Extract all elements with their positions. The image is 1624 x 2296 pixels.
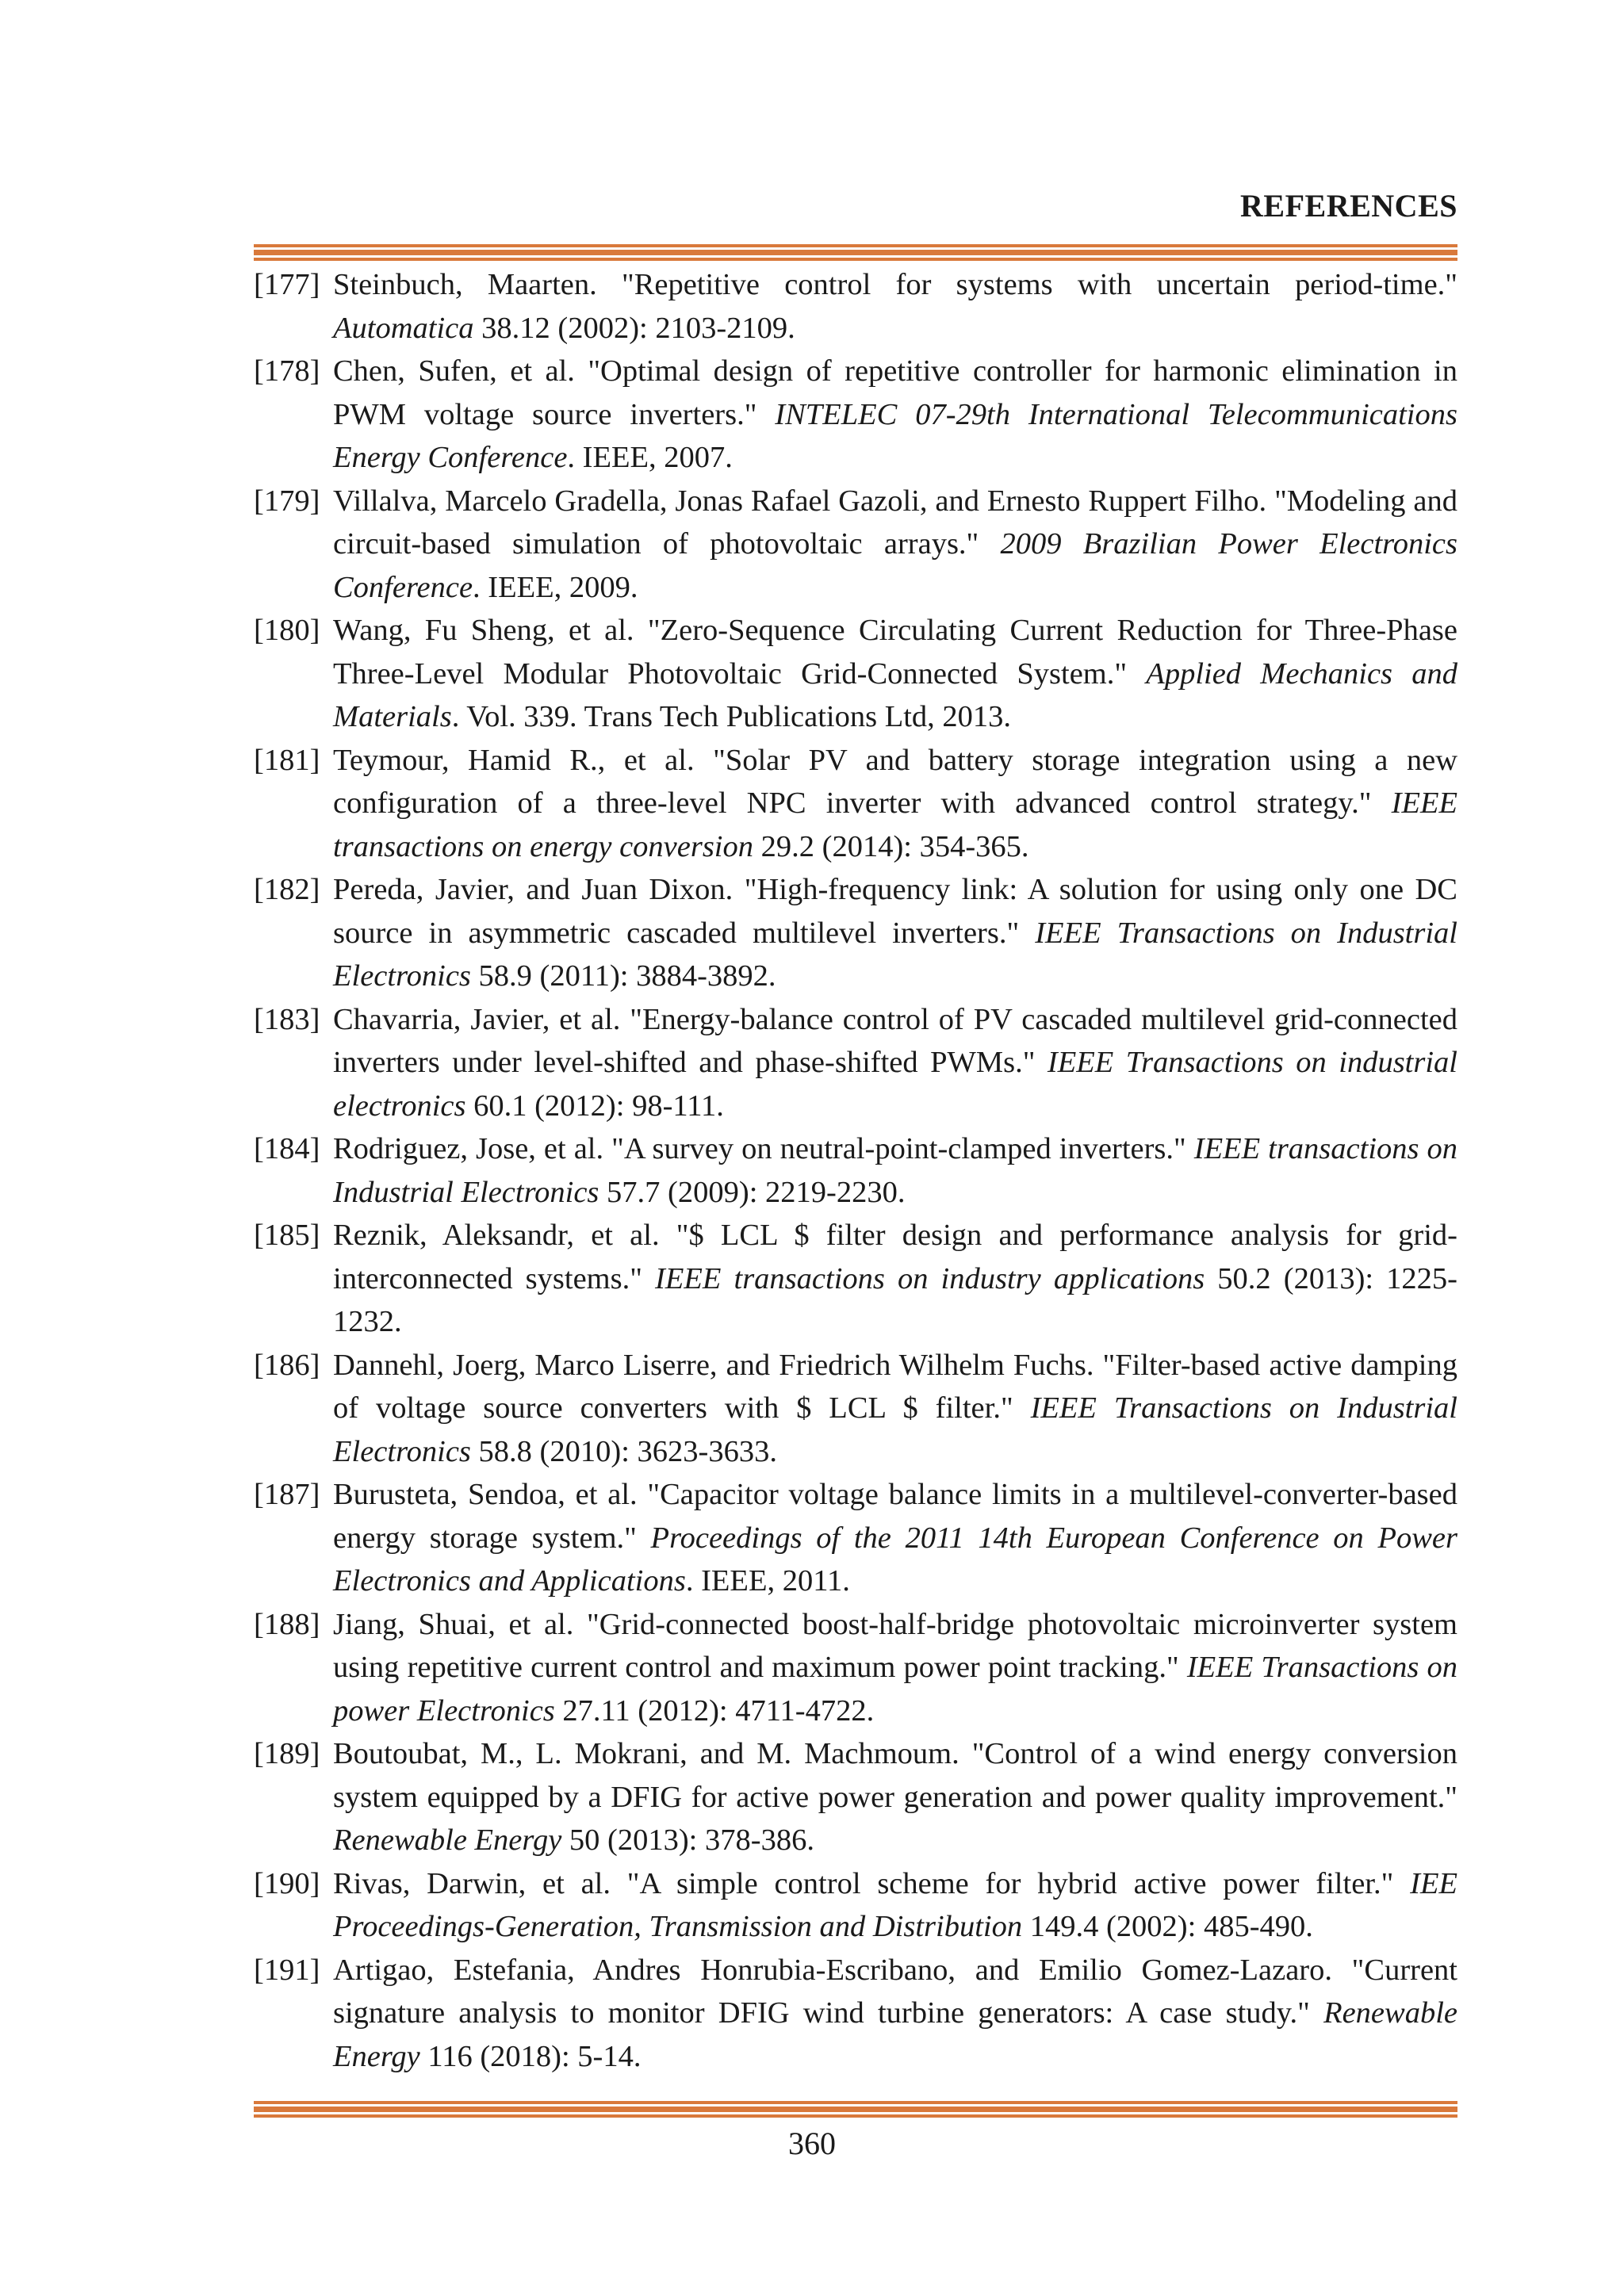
reference-number: [182] bbox=[254, 873, 320, 906]
reference-text bbox=[333, 998, 1457, 1128]
reference-entry-178 bbox=[254, 350, 1457, 480]
reference-number: [191] bbox=[254, 1953, 320, 1987]
reference-venue: Renewable Energy bbox=[333, 1823, 562, 1857]
reference-details: 57.7 (2009): 2219-2230. bbox=[599, 1175, 906, 1209]
reference-number: [186] bbox=[254, 1348, 320, 1382]
reference-details: 149.4 (2002): 485-490. bbox=[1022, 1910, 1313, 1943]
reference-venue: Automatica bbox=[333, 311, 474, 345]
reference-venue: IEEE Transactions on industrial electronics bbox=[333, 1046, 1458, 1123]
reference-authors-title: Steinbuch, Maarten. "Repetitive control for systems with uncertain period-time." bbox=[333, 268, 1457, 301]
reference-entry-190 bbox=[254, 1862, 1457, 1949]
reference-text bbox=[333, 868, 1457, 998]
reference-venue: Applied Mechanics and Materials bbox=[333, 656, 1458, 733]
reference-number: [188] bbox=[254, 1607, 320, 1641]
reference-details: 116 (2018): 5-14. bbox=[419, 2039, 642, 2073]
reference-text bbox=[333, 1949, 1457, 2079]
reference-venue: Proceedings of the 2011 14th European Conference on Power Electronics and Applications bbox=[333, 1521, 1458, 1598]
reference-text bbox=[333, 1732, 1457, 1862]
reference-entry-185 bbox=[254, 1214, 1457, 1344]
reference-entry-187 bbox=[254, 1473, 1457, 1603]
reference-venue: IEEE transactions on energy conversion bbox=[333, 786, 1457, 863]
reference-text bbox=[333, 1473, 1457, 1603]
reference-number: [180] bbox=[254, 614, 320, 647]
reference-entry-191 bbox=[254, 1949, 1457, 2079]
reference-details: 58.9 (2011): 3884-3892. bbox=[470, 959, 776, 993]
reference-number: [184] bbox=[254, 1132, 320, 1165]
reference-details: 38.12 (2002): 2103-2109. bbox=[473, 311, 795, 345]
reference-authors-title: Boutoubat, M., L. Mokrani, and M. Machmoum. "Control of a wind energy conversion system equipped by a DFIG for active power generation and power quality improvement." bbox=[333, 1737, 1457, 1814]
reference-venue: IEE Proceedings-Generation, Transmission and Distribution bbox=[333, 1866, 1457, 1943]
reference-venue: INTELEC 07-29th International Telecommunications Energy Conference bbox=[333, 397, 1457, 474]
reference-number: [177] bbox=[254, 268, 320, 301]
reference-venue: IEEE Transactions on Industrial Electronics bbox=[333, 916, 1457, 993]
reference-entry-188 bbox=[254, 1603, 1457, 1733]
reference-venue: IEEE transactions on Industrial Electronics bbox=[333, 1132, 1457, 1209]
reference-number: [179] bbox=[254, 484, 320, 518]
reference-details: . Vol. 339. Trans Tech Publications Ltd, 2013. bbox=[451, 700, 1012, 733]
reference-details: 60.1 (2012): 98-111. bbox=[465, 1089, 724, 1123]
reference-number: [187] bbox=[254, 1478, 320, 1511]
reference-number: [178] bbox=[254, 354, 320, 388]
reference-details: 29.2 (2014): 354-365. bbox=[753, 829, 1029, 863]
page-number: 360 bbox=[788, 2126, 836, 2161]
reference-entry-183 bbox=[254, 998, 1457, 1128]
reference-number: [183] bbox=[254, 1002, 320, 1036]
header-rule bbox=[254, 244, 1457, 263]
reference-text bbox=[333, 739, 1457, 869]
reference-entry-177 bbox=[254, 263, 1457, 350]
reference-details: . IEEE, 2009. bbox=[473, 570, 638, 604]
reference-authors-title: Villalva, Marcelo Gradella, Jonas Rafael Gazoli, and Ernesto Ruppert Filho. "Modeling and circuit-based simulation of photovoltaic arrays." bbox=[333, 484, 1457, 561]
reference-number: [189] bbox=[254, 1737, 320, 1770]
reference-text bbox=[333, 350, 1457, 480]
reference-list bbox=[254, 263, 1457, 2078]
reference-entry-179 bbox=[254, 480, 1457, 610]
reference-details: 27.11 (2012): 4711-4722. bbox=[554, 1693, 875, 1728]
reference-venue: IEEE transactions on industry applications bbox=[655, 1261, 1205, 1295]
reference-authors-title: Pereda, Javier, and Juan Dixon. "High-frequency link: A solution for using only one DC source in asymmetric cascaded multilevel inverters." bbox=[333, 873, 1457, 950]
reference-text bbox=[333, 1862, 1457, 1949]
reference-details: 50.2 (2013): 1225-1232. bbox=[333, 1261, 1457, 1338]
reference-text bbox=[333, 1127, 1457, 1214]
reference-venue: IEEE Transactions on power Electronics bbox=[333, 1651, 1457, 1728]
reference-authors-title: Rodriguez, Jose, et al. "A survey on neutral-point-clamped inverters." bbox=[333, 1132, 1194, 1165]
reference-text bbox=[333, 1344, 1457, 1474]
reference-authors-title: Reznik, Aleksandr, et al. "$ LCL $ filter design and performance analysis for grid-interconnected systems." bbox=[333, 1219, 1457, 1295]
reference-authors-title: Teymour, Hamid R., et al. "Solar PV and battery storage integration using a new configuration of a three-level NPC inverter with advanced control strategy." bbox=[333, 743, 1457, 820]
reference-text bbox=[333, 263, 1457, 350]
reference-text bbox=[333, 609, 1457, 739]
reference-authors-title: Chavarria, Javier, et al. "Energy-balance control of PV cascaded multilevel grid-connected inverters under level-shifted and phase-shifted PWMs." bbox=[333, 1002, 1457, 1079]
section-title: REFERENCES bbox=[1240, 188, 1457, 224]
reference-venue: Renewable Energy bbox=[333, 1996, 1457, 2073]
reference-authors-title: Chen, Sufen, et al. "Optimal design of repetitive controller for harmonic elimination in PWM voltage source inverters." bbox=[333, 354, 1457, 431]
reference-entry-184 bbox=[254, 1127, 1457, 1214]
reference-details: . IEEE, 2011. bbox=[685, 1564, 850, 1598]
reference-venue: 2009 Brazilian Power Electronics Conference bbox=[333, 527, 1457, 604]
reference-details: 58.8 (2010): 3623-3633. bbox=[470, 1434, 777, 1468]
reference-number: [190] bbox=[254, 1866, 320, 1900]
reference-authors-title: Dannehl, Joerg, Marco Liserre, and Friedrich Wilhelm Fuchs. "Filter-based active damping of voltage source converters with $ LCL $ filter." bbox=[333, 1348, 1457, 1425]
reference-entry-182 bbox=[254, 868, 1457, 998]
reference-entry-180 bbox=[254, 609, 1457, 739]
reference-authors-title: Burusteta, Sendoa, et al. "Capacitor voltage balance limits in a multilevel-converter-based energy storage system." bbox=[333, 1478, 1457, 1555]
reference-details: . IEEE, 2007. bbox=[567, 441, 733, 474]
reference-entry-189 bbox=[254, 1732, 1457, 1862]
reference-text bbox=[333, 480, 1457, 610]
reference-venue: IEEE Transactions on Industrial Electronics bbox=[333, 1391, 1457, 1468]
reference-authors-title: Rivas, Darwin, et al. "A simple control scheme for hybrid active power filter." bbox=[333, 1866, 1411, 1900]
reference-entry-181 bbox=[254, 739, 1457, 869]
reference-authors-title: Artigao, Estefania, Andres Honrubia-Escribano, and Emilio Gomez-Lazaro. "Current signature analysis to monitor DFIG wind turbine generators: A case study." bbox=[333, 1953, 1457, 2030]
reference-authors-title: Wang, Fu Sheng, et al. "Zero-Sequence Circulating Current Reduction for Three-Phase Three-Level Modular Photovoltaic Grid-Connected System." bbox=[333, 614, 1457, 691]
footer-rule bbox=[254, 2101, 1457, 2120]
reference-number: [185] bbox=[254, 1219, 320, 1252]
reference-text bbox=[333, 1214, 1457, 1344]
reference-text bbox=[333, 1603, 1457, 1733]
reference-details: 50 (2013): 378-386. bbox=[561, 1823, 814, 1857]
reference-authors-title: Jiang, Shuai, et al. "Grid-connected boost-half-bridge photovoltaic microinverter system using repetitive current control and maximum power point tracking." bbox=[333, 1607, 1457, 1684]
reference-entry-186 bbox=[254, 1344, 1457, 1474]
reference-number: [181] bbox=[254, 743, 320, 777]
